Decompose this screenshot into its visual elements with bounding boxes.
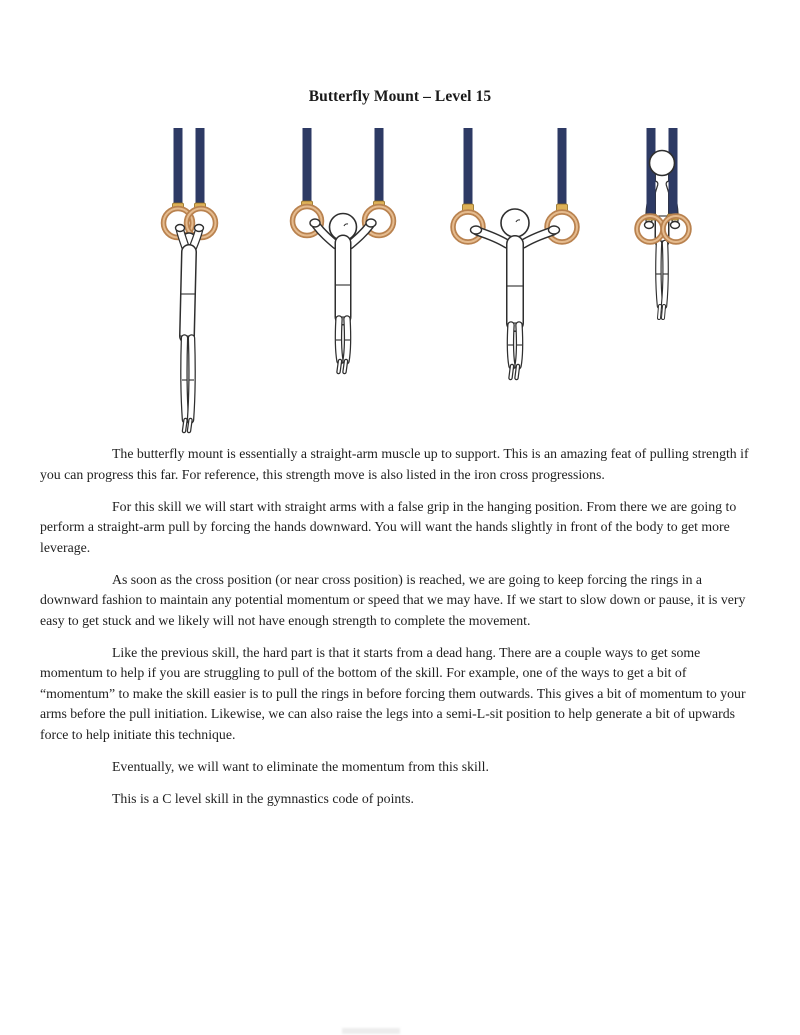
figure-support-icon [637, 128, 689, 318]
figure-pull-icon [293, 128, 394, 372]
paragraph-eventually: Eventually, we will want to eliminate the momentum from this skill. [112, 758, 489, 774]
paragraph-intro: The butterfly mount is essentially a straight-arm muscle up to support. This is an amazing feat of pulling strength if you can progress this far. For reference, this strength move is also listed in the iron cross progressions. [40, 446, 749, 482]
figure-dead-hang-icon [164, 128, 216, 431]
page-title: Butterfly Mount – Level 15 [308, 88, 492, 105]
paragraph-cross: As soon as the cross position (or near cross position) is reached, we are going to keep forcing the rings in a downward fashion to maintain any potential momentum or speed that we may have. If we start to slow down or pause, it is very easy to get stuck and we likely will not have enough strength to complete the movement. [40, 571, 746, 628]
butterfly-mount-sequence-illustration [140, 126, 720, 438]
paragraph-start: For this skill we will start with straight arms with a false grip in the hanging position. From there we are going to perform a straight-arm pull by forcing the hands downward. You will want the hands slightly in front of the body to get more leverage. [40, 498, 737, 555]
paragraph-code-points: This is a C level skill in the gymnastics code of points. [112, 790, 414, 806]
figure-cross-icon [453, 128, 577, 378]
paragraph-momentum: Like the previous skill, the hard part is that it starts from a dead hang. There are a couple ways to get some momentum to help if you are struggling to pull of the bottom of the skill. For example, one of the ways to get a bit of “momentum” to make the skill easier is to pull the rings in before forcing them outwards. This gives a bit of momentum to your arms before the pull initiation. Likewise, we can also raise the legs into a semi-L-sit position to help generate a bit of upwards force to help initiate this technique. [40, 644, 746, 742]
footer-cutoff-smudge [342, 1028, 400, 1034]
body-text [40, 444, 762, 821]
